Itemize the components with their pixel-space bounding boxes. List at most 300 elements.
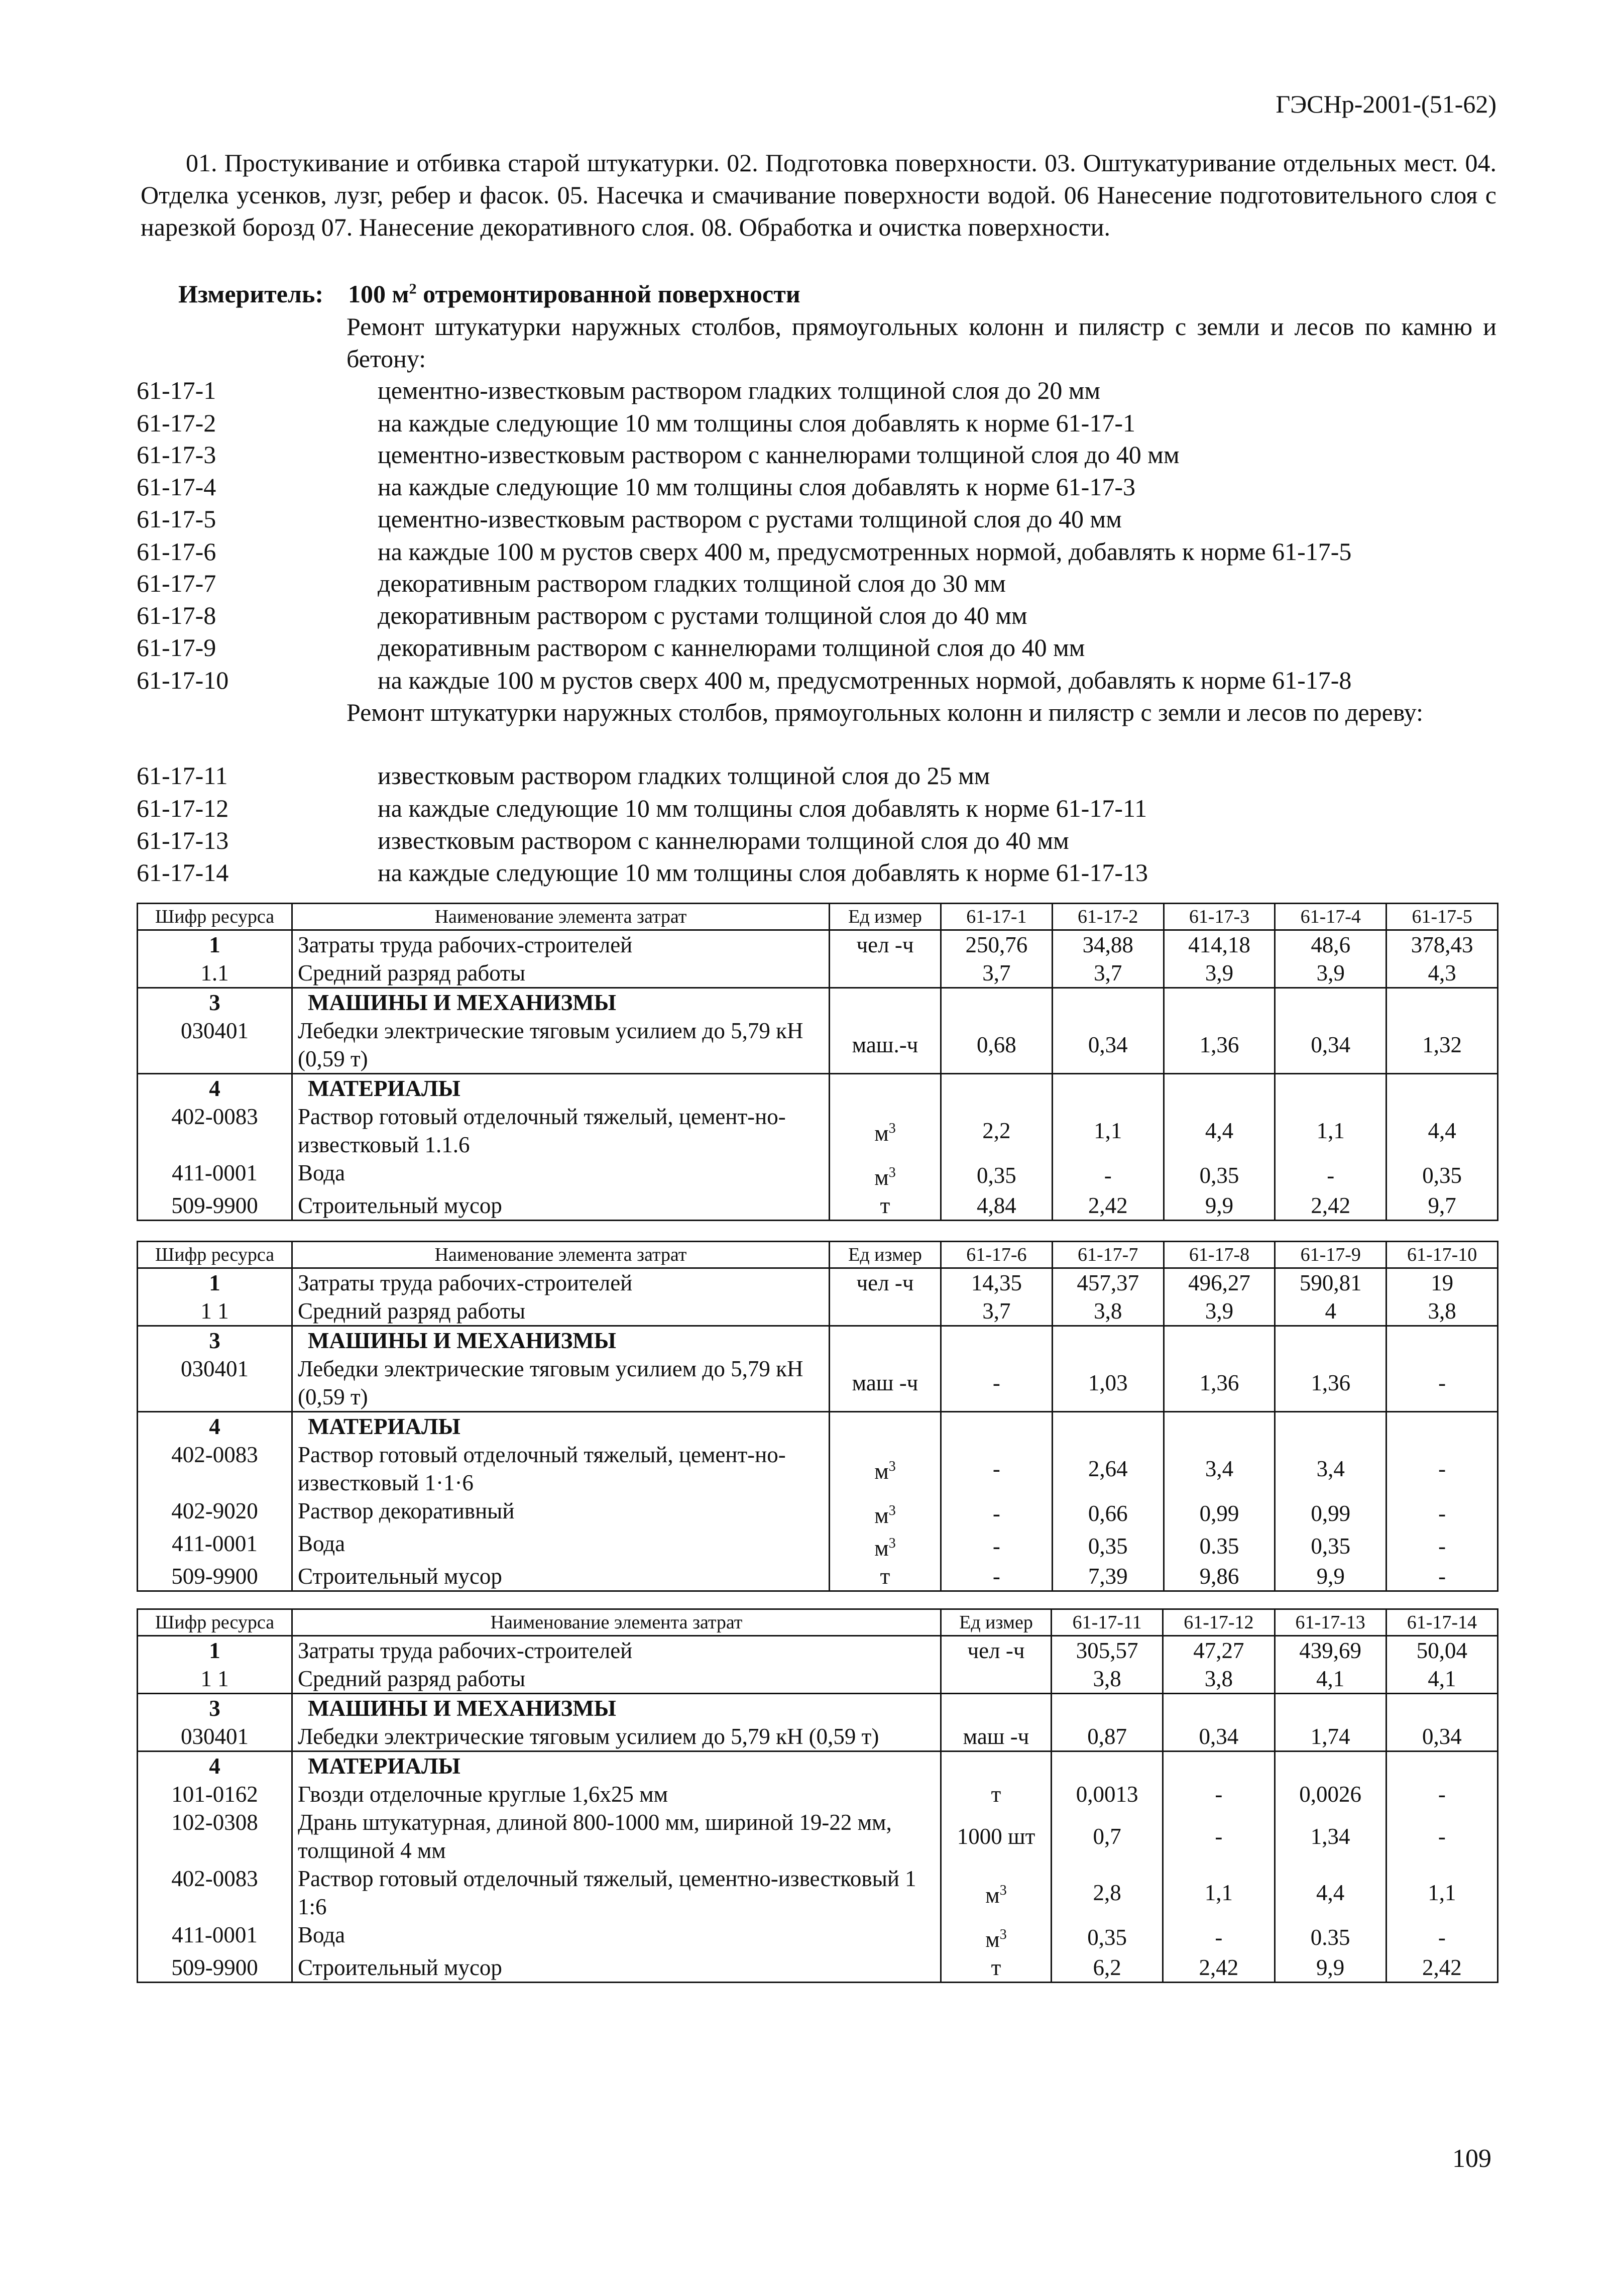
value-cell: -	[1052, 1159, 1164, 1191]
unit-cell	[941, 1808, 1052, 1865]
value-cell	[1387, 1074, 1498, 1103]
value-cell: 3,9	[1164, 959, 1275, 988]
value-cell: 1,36	[1275, 1355, 1387, 1412]
value-cell: 0,99	[1275, 1497, 1387, 1529]
unit-cell	[830, 1268, 941, 1297]
unit-text: т	[991, 1955, 1001, 1980]
value-cell: 457,37	[1052, 1268, 1164, 1297]
clause-text: цементно-известковым раствором с каннелюрами толщиной слоя до 40 мм	[378, 441, 1180, 469]
norm-clause	[137, 535, 1497, 568]
value-cell: -	[941, 1497, 1053, 1529]
unit-superscript: 3	[888, 1503, 896, 1518]
table-row	[138, 1159, 1498, 1191]
resource-code: 4	[138, 1752, 292, 1781]
section-title: МАШИНЫ И МЕХАНИЗМЫ	[292, 1326, 830, 1355]
value-cell	[1275, 1412, 1387, 1441]
col-header-norm: 61-17-2	[1052, 904, 1164, 930]
unit-cell	[941, 1636, 1052, 1665]
value-cell: 0,34	[1052, 1017, 1164, 1074]
value-cell: -	[1386, 1780, 1497, 1808]
value-cell: -	[941, 1441, 1053, 1497]
clause-text: на каждые следующие 10 мм толщины слоя добавлять к норме 61-17-11	[378, 794, 1147, 822]
unit-text: т	[991, 1782, 1001, 1807]
value-cell: 0,0026	[1275, 1780, 1386, 1808]
clause-text: цементно-известковым раствором гладких толщиной слоя до 20 мм	[378, 376, 1101, 404]
value-cell: 0,35	[941, 1159, 1053, 1191]
resource-code: 030401	[138, 1017, 292, 1074]
unit-text: т	[880, 1564, 890, 1589]
col-header-norm: 61-17-4	[1275, 904, 1387, 930]
unit-cell	[941, 1953, 1052, 1983]
value-cell	[1163, 1752, 1275, 1781]
resource-table-2	[137, 1241, 1498, 1592]
table-row	[138, 1953, 1498, 1983]
unit-superscript: 3	[999, 1882, 1007, 1898]
value-cell: -	[1386, 1808, 1497, 1865]
clause-text: на каждые 100 м рустов сверх 400 м, предусмотренных нормой, добавлять к норме 61-17-5	[378, 537, 1352, 566]
value-cell: 1,1	[1163, 1865, 1275, 1921]
value-cell: -	[941, 1529, 1053, 1562]
col-header-name: Наименование элемента затрат	[292, 1242, 830, 1268]
unit-cell	[830, 1326, 941, 1355]
value-cell: 19	[1387, 1268, 1498, 1297]
unit-cell	[941, 1722, 1052, 1752]
unit-superscript: 3	[888, 1120, 896, 1136]
value-cell: 3,9	[1164, 1297, 1275, 1326]
col-header-unit: Ед измер	[830, 904, 941, 930]
value-cell: 2,42	[1052, 1191, 1164, 1221]
clause-code: 61-17-14	[137, 858, 229, 887]
resource-code: 1	[138, 1268, 292, 1297]
resource-name: Средний разряд работы	[292, 959, 830, 988]
resource-code: 1.1	[138, 959, 292, 988]
col-header-code: Шифр ресурса	[138, 1242, 292, 1268]
value-cell: -	[1275, 1159, 1387, 1191]
col-header-norm: 61-17-3	[1164, 904, 1275, 930]
col-header-norm: 61-17-9	[1275, 1242, 1387, 1268]
resource-name: Гвозди отделочные круглые 1,6х25 мм	[292, 1780, 941, 1808]
value-cell: -	[941, 1562, 1053, 1591]
resource-name: Затраты труда рабочих-строителей	[292, 930, 830, 959]
meter-rest: отремонтированной поверхности	[416, 280, 800, 308]
value-cell: 2,2	[941, 1103, 1053, 1159]
col-header-name: Наименование элемента затрат	[292, 904, 830, 930]
value-cell	[1386, 1694, 1497, 1723]
unit-text: маш.-ч	[852, 1032, 918, 1057]
value-cell: 3,7	[941, 1297, 1053, 1326]
value-cell	[1387, 1326, 1498, 1355]
value-cell: 0.35	[1275, 1921, 1386, 1953]
resource-code: 411-0001	[138, 1159, 292, 1191]
value-cell: 3,7	[941, 959, 1053, 988]
value-cell	[1052, 1326, 1164, 1355]
norm-clause	[137, 599, 1497, 631]
value-cell	[1275, 1752, 1386, 1781]
value-cell: 0,35	[1387, 1159, 1498, 1191]
table-row	[138, 1191, 1498, 1221]
section-title: МАШИНЫ И МЕХАНИЗМЫ	[292, 988, 830, 1017]
value-cell: -	[1163, 1808, 1275, 1865]
unit-cell	[830, 1297, 941, 1326]
unit-cell	[830, 1159, 941, 1191]
value-cell	[1275, 1694, 1386, 1723]
col-header-norm: 61-17-10	[1387, 1242, 1498, 1268]
table-row	[138, 1441, 1498, 1497]
measurement-unit	[178, 279, 800, 308]
resource-code: 3	[138, 988, 292, 1017]
resource-name: Строительный мусор	[292, 1191, 830, 1221]
col-header-norm: 61-17-6	[941, 1242, 1053, 1268]
col-header-norm: 61-17-1	[941, 904, 1053, 930]
value-cell: 2,42	[1386, 1953, 1497, 1983]
clause-code: 61-17-9	[137, 633, 216, 662]
resource-name: Раствор готовый отделочный тяжелый, цементно-известковый 1 1:6	[292, 1865, 941, 1921]
clause-code: 61-17-4	[137, 473, 216, 501]
value-cell	[1052, 1412, 1164, 1441]
value-cell: 7,39	[1052, 1562, 1164, 1591]
table-row	[138, 1355, 1498, 1412]
resource-table-3	[137, 1608, 1498, 1983]
value-cell	[1275, 988, 1387, 1017]
value-cell: 496,27	[1164, 1268, 1275, 1297]
value-cell	[1052, 1074, 1164, 1103]
value-cell: 3,8	[1163, 1665, 1275, 1694]
col-header-code: Шифр ресурса	[138, 904, 292, 930]
norm-clause	[137, 664, 1497, 696]
table-row	[138, 1268, 1498, 1297]
section-title: МАТЕРИАЛЫ	[292, 1074, 830, 1103]
value-cell: 0,35	[1052, 1921, 1163, 1953]
clause-code: 61-17-13	[137, 826, 229, 854]
value-cell: 4,3	[1387, 959, 1498, 988]
value-cell: -	[941, 1355, 1053, 1412]
unit-text: м	[874, 1536, 889, 1561]
clause-code: 61-17-1	[137, 376, 216, 404]
unit-cell	[830, 930, 941, 959]
value-cell: 590,81	[1275, 1268, 1387, 1297]
norm-clause	[137, 856, 1497, 889]
resource-name: Вода	[292, 1159, 830, 1191]
clause-text: на каждые следующие 10 мм толщины слоя добавлять к норме 61-17-13	[378, 858, 1148, 887]
col-header-norm: 61-17-8	[1164, 1242, 1275, 1268]
resource-code: 030401	[138, 1722, 292, 1752]
resource-code: 509-9900	[138, 1191, 292, 1221]
value-cell	[941, 1326, 1053, 1355]
col-header-unit: Ед измер	[830, 1242, 941, 1268]
clause-text: декоративным раствором с каннелюрами толщиной слоя до 40 мм	[378, 633, 1085, 662]
value-cell: -	[1163, 1780, 1275, 1808]
value-cell	[1052, 1752, 1163, 1781]
section-title: МАТЕРИАЛЫ	[292, 1752, 941, 1781]
value-cell: 0,87	[1052, 1722, 1163, 1752]
value-cell: 2,8	[1052, 1865, 1163, 1921]
value-cell	[1163, 1694, 1275, 1723]
resource-name: Раствор готовый отделочный тяжелый, цемент-но-известковый 1·1·6	[292, 1441, 830, 1497]
resource-code: 509-9900	[138, 1953, 292, 1983]
resource-code: 411-0001	[138, 1529, 292, 1562]
value-cell: -	[1387, 1497, 1498, 1529]
resource-code: 1	[138, 1636, 292, 1665]
resource-code: 402-0083	[138, 1103, 292, 1159]
table-row	[138, 1562, 1498, 1591]
meter-superscript: 2	[409, 280, 417, 297]
unit-text: маш -ч	[963, 1724, 1029, 1749]
table-row	[138, 1921, 1498, 1953]
clause-code: 61-17-5	[137, 505, 216, 533]
unit-cell	[830, 1529, 941, 1562]
value-cell: 0.35	[1164, 1529, 1275, 1562]
resource-code: 030401	[138, 1355, 292, 1412]
section-title: МАШИНЫ И МЕХАНИЗМЫ	[292, 1694, 941, 1723]
clause-text: на каждые 100 м рустов сверх 400 м, предусмотренных нормой, добавлять к норме 61-17-8	[378, 666, 1352, 694]
value-cell: 3,4	[1164, 1441, 1275, 1497]
unit-cell	[830, 959, 941, 988]
unit-cell	[830, 1074, 941, 1103]
unit-superscript: 3	[999, 1927, 1007, 1942]
value-cell	[1164, 988, 1275, 1017]
group-heading-stone: Ремонт штукатурки наружных столбов, прямоугольных колонн и пилястр с земли и лесов по камню и бетону:	[346, 312, 1496, 373]
unit-text: м	[874, 1503, 889, 1528]
resource-code: 402-9020	[138, 1497, 292, 1529]
value-cell: 1,36	[1164, 1355, 1275, 1412]
resource-name: Лебедки электрические тяговым усилием до 5,79 кН (0,59 т)	[292, 1017, 830, 1074]
value-cell: -	[1387, 1355, 1498, 1412]
value-cell: 4,4	[1164, 1103, 1275, 1159]
table-row	[138, 959, 1498, 988]
value-cell	[1386, 1752, 1497, 1781]
value-cell	[1164, 1326, 1275, 1355]
meter-value: 100 м	[348, 280, 409, 308]
value-cell: 378,43	[1387, 930, 1498, 959]
value-cell: 1,34	[1275, 1808, 1386, 1865]
unit-cell	[830, 1191, 941, 1221]
unit-text: чел -ч	[967, 1638, 1025, 1663]
table-row	[138, 1665, 1498, 1694]
unit-cell	[941, 1752, 1052, 1781]
unit-cell	[830, 988, 941, 1017]
resource-code: 4	[138, 1412, 292, 1441]
value-cell	[941, 988, 1053, 1017]
clause-text: декоративным раствором гладких толщиной слоя до 30 мм	[378, 569, 1006, 597]
resource-code: 1 1	[138, 1665, 292, 1694]
norm-clause	[137, 407, 1497, 439]
norm-clause	[137, 439, 1497, 471]
meter-label: Измеритель:	[178, 280, 324, 308]
page-number: 109	[1452, 2144, 1491, 2173]
value-cell	[1275, 1326, 1387, 1355]
value-cell: 2,42	[1163, 1953, 1275, 1983]
resource-name: Лебедки электрические тяговым усилием до 5,79 кН (0,59 т)	[292, 1722, 941, 1752]
col-header-norm: 61-17-13	[1275, 1609, 1386, 1636]
value-cell	[1275, 1074, 1387, 1103]
value-cell: 1,74	[1275, 1722, 1386, 1752]
unit-cell	[941, 1665, 1052, 1694]
table-row	[138, 1297, 1498, 1326]
clause-text: на каждые следующие 10 мм толщины слоя добавлять к норме 61-17-3	[378, 473, 1135, 501]
value-cell: 250,76	[941, 930, 1053, 959]
unit-cell	[941, 1780, 1052, 1808]
unit-text: м	[874, 1165, 889, 1190]
norm-clause	[137, 631, 1497, 664]
resource-name: Строительный мусор	[292, 1953, 941, 1983]
unit-text: м	[985, 1882, 1000, 1908]
unit-superscript: 3	[888, 1458, 896, 1474]
value-cell: 48,6	[1275, 930, 1387, 959]
norm-clause	[137, 824, 1497, 856]
unit-text: т	[880, 1193, 890, 1218]
value-cell: 0,35	[1164, 1159, 1275, 1191]
resource-table-1	[137, 903, 1498, 1221]
value-cell: 3,8	[1052, 1665, 1163, 1694]
section-row	[138, 1752, 1498, 1781]
table-row	[138, 1497, 1498, 1529]
col-header-norm: 61-17-11	[1052, 1609, 1163, 1636]
unit-cell	[830, 1412, 941, 1441]
clause-text: известковым раствором гладких толщиной слоя до 25 мм	[378, 761, 990, 790]
resource-name: Раствор готовый отделочный тяжелый, цемент-но-известковый 1.1.6	[292, 1103, 830, 1159]
clause-code: 61-17-2	[137, 409, 216, 437]
unit-text: м	[985, 1927, 1000, 1952]
value-cell	[1052, 988, 1164, 1017]
resource-name: Раствор декоративный	[292, 1497, 830, 1529]
value-cell: 439,69	[1275, 1636, 1386, 1665]
col-header-code: Шифр ресурса	[138, 1609, 292, 1636]
value-cell	[1052, 1694, 1163, 1723]
resource-code: 101-0162	[138, 1780, 292, 1808]
resource-name: Дрань штукатурная, длиной 800-1000 мм, шириной 19-22 мм, толщиной 4 мм	[292, 1808, 941, 1865]
value-cell: 9,7	[1387, 1191, 1498, 1221]
table-row	[138, 1780, 1498, 1808]
value-cell: 1,1	[1052, 1103, 1164, 1159]
col-header-unit: Ед измер	[941, 1609, 1052, 1636]
value-cell: 0,0013	[1052, 1780, 1163, 1808]
value-cell: 0,35	[1275, 1529, 1387, 1562]
norm-clause	[137, 567, 1497, 599]
value-cell: 1,03	[1052, 1355, 1164, 1412]
section-row	[138, 1326, 1498, 1355]
unit-cell	[830, 1103, 941, 1159]
unit-cell	[830, 1562, 941, 1591]
value-cell: 3,8	[1387, 1297, 1498, 1326]
clause-text: декоративным раствором с рустами толщиной слоя до 40 мм	[378, 601, 1027, 629]
value-cell: -	[1387, 1441, 1498, 1497]
work-composition-text: 01. Простукивание и отбивка старой штукатурки. 02. Подготовка поверхности. 03. Оштукатуривание отдельных мест. 04. Отделка усенков, лузг, ребер и фасок. 05. Насечка и смачивание поверхности водой. 06 Нанесение подготовительного слоя с нарезкой борозд 07. Нанесение декоративного слоя. 08. Обработка и очистка поверхности.	[141, 149, 1496, 241]
resource-name: Средний разряд работы	[292, 1665, 941, 1694]
resource-name: Лебедки электрические тяговым усилием до 5,79 кН (0,59 т)	[292, 1355, 830, 1412]
section-row	[138, 1412, 1498, 1441]
value-cell: 4,1	[1386, 1665, 1497, 1694]
value-cell: 0,35	[1052, 1529, 1164, 1562]
value-cell: -	[1163, 1921, 1275, 1953]
resource-name: Вода	[292, 1529, 830, 1562]
unit-cell	[830, 1017, 941, 1074]
resource-code: 411-0001	[138, 1921, 292, 1953]
table-row	[138, 1017, 1498, 1074]
norm-clause	[137, 374, 1497, 406]
unit-text: маш -ч	[852, 1370, 918, 1395]
section-row	[138, 1694, 1498, 1723]
col-header-norm: 61-17-12	[1163, 1609, 1275, 1636]
value-cell: 0,68	[941, 1017, 1053, 1074]
resource-code: 1 1	[138, 1297, 292, 1326]
unit-cell	[830, 1441, 941, 1497]
value-cell: 1,36	[1164, 1017, 1275, 1074]
value-cell	[1164, 1412, 1275, 1441]
norm-clause	[137, 503, 1497, 535]
col-header-name: Наименование элемента затрат	[292, 1609, 941, 1636]
value-cell: 0,66	[1052, 1497, 1164, 1529]
unit-superscript: 3	[888, 1165, 896, 1180]
unit-cell	[830, 1355, 941, 1412]
clause-code: 61-17-6	[137, 537, 216, 566]
resource-code: 1	[138, 930, 292, 959]
value-cell: 1,1	[1386, 1865, 1497, 1921]
table-row	[138, 1808, 1498, 1865]
unit-cell	[941, 1865, 1052, 1921]
clause-code: 61-17-8	[137, 601, 216, 629]
resource-name: Затраты труда рабочих-строителей	[292, 1636, 941, 1665]
resource-name: Вода	[292, 1921, 941, 1953]
value-cell: 14,35	[941, 1268, 1053, 1297]
value-cell: 4,4	[1387, 1103, 1498, 1159]
resource-name: Строительный мусор	[292, 1562, 830, 1591]
value-cell: 2,42	[1275, 1191, 1387, 1221]
resource-code: 509-9900	[138, 1562, 292, 1591]
value-cell: 47,27	[1163, 1636, 1275, 1665]
value-cell: 0,7	[1052, 1808, 1163, 1865]
section-row	[138, 988, 1498, 1017]
value-cell: 3,4	[1275, 1441, 1387, 1497]
table-row	[138, 1722, 1498, 1752]
document-header: ГЭСНр-2001-(51-62)	[1276, 90, 1496, 118]
resource-code: 402-0083	[138, 1865, 292, 1921]
table-row	[138, 1529, 1498, 1562]
value-cell: 9,9	[1275, 1953, 1386, 1983]
unit-text: чел -ч	[856, 932, 914, 957]
table-row	[138, 1636, 1498, 1665]
clause-code: 61-17-10	[137, 666, 229, 694]
table-row	[138, 1103, 1498, 1159]
value-cell: 1,32	[1387, 1017, 1498, 1074]
value-cell: -	[1387, 1562, 1498, 1591]
unit-cell	[941, 1694, 1052, 1723]
section-title: МАТЕРИАЛЫ	[292, 1412, 830, 1441]
value-cell	[1164, 1074, 1275, 1103]
value-cell: 3,9	[1275, 959, 1387, 988]
value-cell: 1,1	[1275, 1103, 1387, 1159]
value-cell: 305,57	[1052, 1636, 1163, 1665]
clause-text: цементно-известковым раствором с рустами толщиной слоя до 40 мм	[378, 505, 1122, 533]
clause-code: 61-17-7	[137, 569, 216, 597]
col-header-norm: 61-17-14	[1386, 1609, 1497, 1636]
value-cell: 4,4	[1275, 1865, 1386, 1921]
value-cell: 34,88	[1052, 930, 1164, 959]
value-cell	[941, 1074, 1053, 1103]
value-cell: 414,18	[1164, 930, 1275, 959]
resource-code: 3	[138, 1326, 292, 1355]
table-row	[138, 930, 1498, 959]
unit-text: м	[874, 1120, 889, 1146]
unit-text: чел -ч	[856, 1270, 914, 1295]
resource-code: 4	[138, 1074, 292, 1103]
value-cell: 0,34	[1163, 1722, 1275, 1752]
unit-text: м	[874, 1458, 889, 1484]
clause-code: 61-17-3	[137, 441, 216, 469]
norm-clause	[137, 471, 1497, 503]
value-cell: 3,8	[1052, 1297, 1164, 1326]
value-cell: 0,99	[1164, 1497, 1275, 1529]
unit-cell	[941, 1921, 1052, 1953]
